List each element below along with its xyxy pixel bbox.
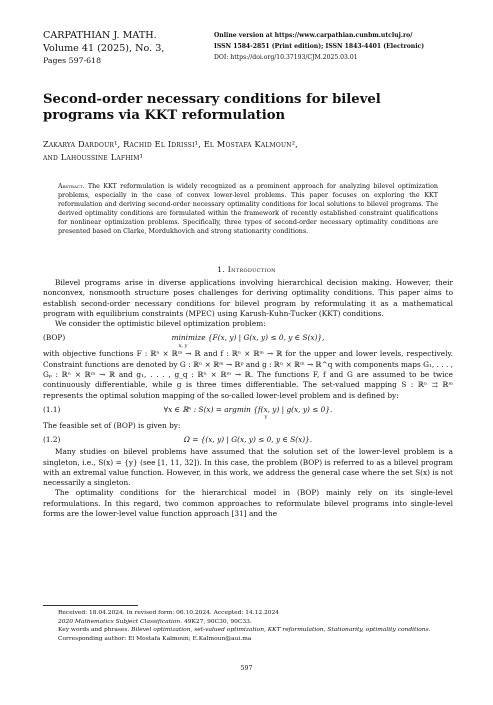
- authors-line-2: and Lahoussine Lafhim¹: [43, 152, 144, 162]
- abstract: [58, 183, 438, 236]
- equation-expression: [43, 435, 453, 445]
- equation-1-2: [43, 431, 453, 447]
- equation-bop: [43, 329, 453, 349]
- received-dates: Received: 18.04.2024. In revised form: 06.10.2024. Accepted: 14.12.2024: [58, 610, 279, 616]
- msc-codes: 49K27, 90C30, 90C33.: [182, 618, 252, 625]
- keywords: [58, 626, 453, 635]
- body-text: [43, 278, 453, 519]
- equation-body: Ω = {(x, y) | G(x, y) ≤ 0, y ∈ S(x)}.: [183, 435, 313, 445]
- msc-classification: [58, 618, 453, 627]
- publication-info: [214, 30, 424, 64]
- corresponding-author: Corresponding author: El Mostafa Kalmoun; E.Kalmoun@aui.ma: [58, 635, 252, 642]
- paragraph-2: We consider the optimistic bilevel optimization problem:: [55, 319, 266, 329]
- page-number: 597: [240, 665, 253, 672]
- equation-1-1: [43, 401, 453, 421]
- equation-label: (1.1): [43, 404, 61, 414]
- footnote-rule: [43, 605, 138, 606]
- journal-pages: Pages 597-618: [43, 56, 102, 65]
- equation-subscript: x, y: [178, 342, 188, 349]
- abstract-text: The KKT reformulation is widely recognized as a prominent approach for analyzing bilevel optimization problems, especially in the case of convex lower-level problems. This paper focuses on exploring the KKT reformulation and deriving second-order necessary optimality conditions for local solutions to bilevel programs. The derived optimality conditions are formulated within the framework of recently established constraint qualifications for nonlinear optimization problems. Specifically, three types of second-order necessary optimality conditions are presented based on Clarke, Mordukhovich and strong stationarity conditions.: [58, 183, 438, 235]
- equation-body: ∀x ∈ ℝⁿ : S(x) = argmin {f(x, y) | g(x, y) ≤ 0}.: [163, 404, 333, 414]
- journal-header: [43, 30, 164, 68]
- equation-expression: [43, 333, 453, 351]
- keywords-label: Key words and phrases.: [58, 627, 130, 634]
- doi-line[interactable]: DOI: https://doi.org/10.37193/CJM.2025.03.01: [214, 54, 358, 62]
- issn-line: ISSN 1584-2851 (Print edition); ISSN 1843-4401 (Electronic): [214, 43, 425, 51]
- equation-expression: [43, 405, 453, 423]
- paragraph-1: Bilevel programs arise in diverse applications involving hierarchical decision making. However, their nonconvex, nonsmooth structure poses challenges for deriving optimality conditions. This paper aims to establish second-order necessary conditions for bilevel program by reformulating it as a mathematical program with equilibrium constraints (MPEC) using Karush-Kuhn-Tucker (KKT) conditions.: [43, 278, 453, 318]
- paper-title: Second-order necessary conditions for bilevel programs via KKT reformulation: [43, 92, 381, 123]
- footnotes: [58, 609, 453, 643]
- paragraph-4: The feasible set of (BOP) is given by:: [43, 420, 181, 430]
- section-title: Introduction: [227, 265, 276, 274]
- equation-label: (BOP): [43, 333, 66, 343]
- equation-label: (1.2): [43, 435, 61, 445]
- journal-name: CARPATHIAN J. MATH.: [43, 30, 157, 41]
- author-list: [43, 138, 463, 164]
- paragraph-6: The optimality conditions for the hierarchical model in (BOP) mainly rely on its single-level reformulations. In this regard, two common approaches to reformulate bilevel programs into single-level forms are the lower-level value function approach [31] and the: [43, 488, 453, 519]
- abstract-label: Abstract.: [58, 183, 85, 190]
- online-version[interactable]: Online version at https://www.carpathian.cunbm.utcluj.ro/: [214, 32, 413, 39]
- keywords-list: Bilevel optimization, set-valued optimization, KKT reformulation, Stationarity, optimality conditions.: [129, 627, 431, 634]
- equation-body: minimize {F(x, y) | G(x, y) ≤ 0, y ∈ S(x)},: [171, 333, 325, 343]
- section-number: 1.: [217, 265, 226, 274]
- authors-line-1: Zakarya Dardour¹, Rachid El Idrissi¹, El Mostafa Kalmoun²,: [43, 139, 298, 149]
- msc-label: 2020 Mathematics Subject Classification.: [58, 618, 183, 625]
- journal-volume: Volume 41 (2025), No. 3,: [43, 42, 165, 54]
- equation-subscript: y: [264, 414, 268, 421]
- paragraph-5: Many studies on bilevel problems have assumed that the solution set of the lower-level problem is a singleton, i.e., S(x) = {y} (see [1, 11, 32]). In this case, the problem (BOP) is referred to as a bilevel program with an extremal value function. However, in this work, we address the general case where the set S(x) is not necessarily a singleton.: [43, 447, 453, 488]
- paragraph-3: with objective functions F : ℝⁿ × ℝᵐ → ℝ and f : ℝⁿ × ℝᵐ → ℝ for the upper and lower levels, respectively. Constraint functions are denoted by G : ℝⁿ × ℝᵐ → ℝᵖ and g : ℝⁿ × ℝᵐ → ℝ^q with components maps G₁, . . . , Gₚ : ℝⁿ × ℝᵐ → ℝ and g₁, . . . , g_q : ℝⁿ × ℝᵐ → ℝ. The functions F, f and G are assumed to be twice continuously differentiable, while g is three times differentiable. The set-valued mapping S : ℝⁿ ⇉ ℝᵐ represents the optimal solution mapping of the so-called lower-level problem and is defined by:: [43, 349, 453, 400]
- section-heading: [0, 265, 493, 274]
